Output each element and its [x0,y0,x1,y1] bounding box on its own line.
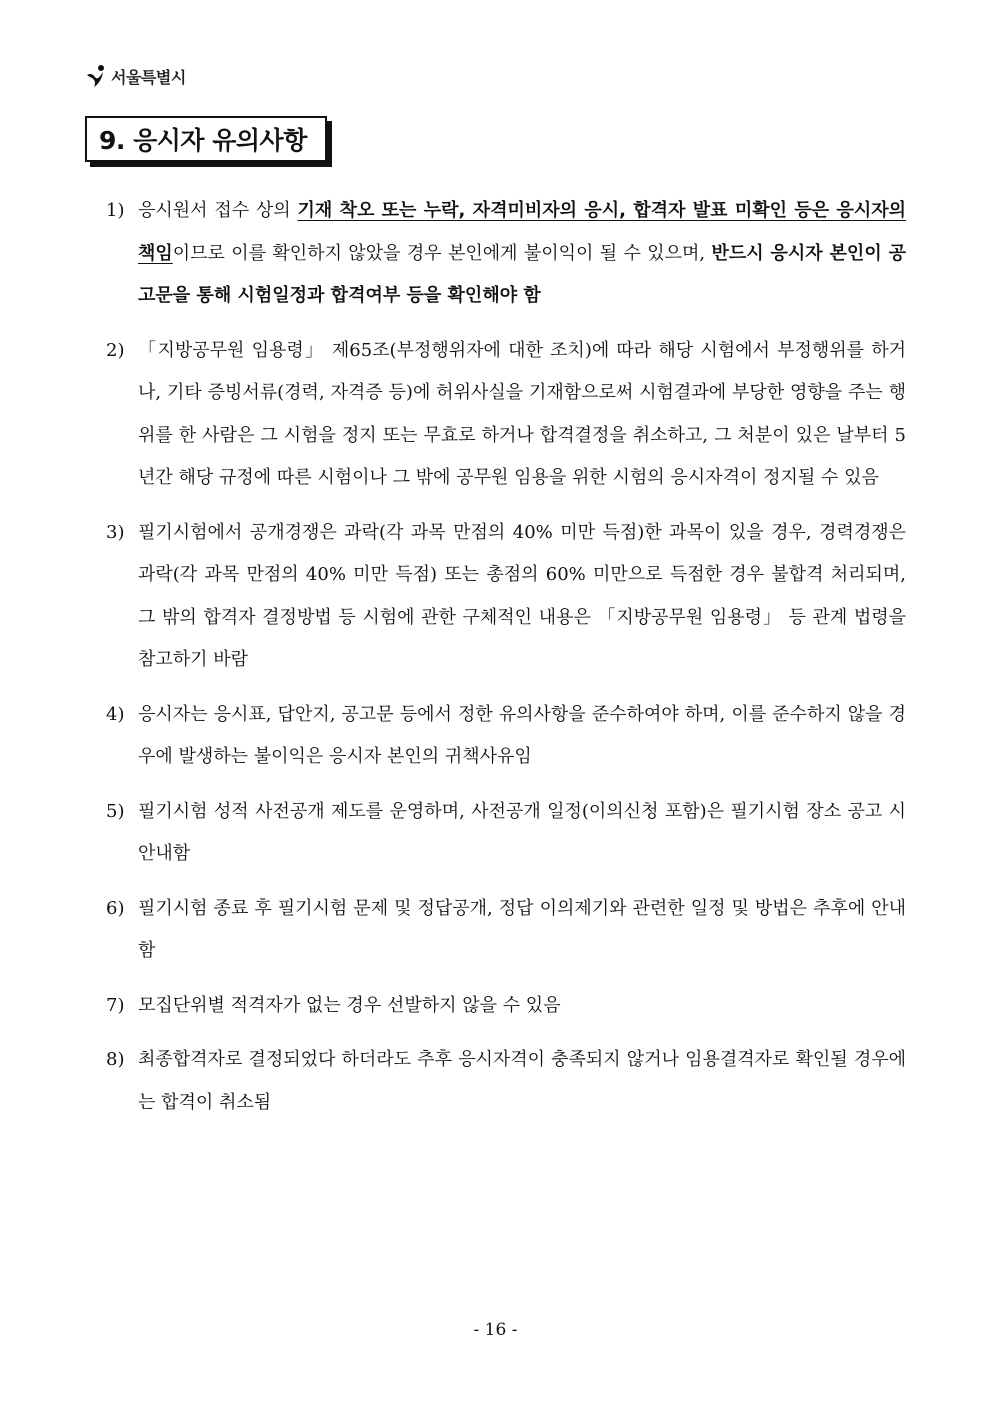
item-text: 응시자는 응시표, 답안지, 공고문 등에서 정한 유의사항을 준수하여야 하며, 이를 준수하지 않을 경우에 발생하는 불이익은 응시자 본인의 귀책사유임 [138,703,906,767]
item-text: 모집단위별 적격자가 없는 경우 선발하지 않을 수 있음 [138,994,561,1016]
item-number: 2) [106,339,125,361]
notice-item [106,791,906,876]
item-number: 6) [106,897,125,919]
notice-item [106,190,906,318]
item-text: 「지방공무원 임용령」 제65조(부정행위자에 대한 조치)에 따라 해당 시험에서 부정행위를 하거나, 기타 증빙서류(경력, 자격증 등)에 허위사실을 기재함으로써 시험결과에 부당한 영향을 주는 행위를 한 사람은 그 시험을 정지 또는 무효로 하거나 합격결정을 취소하고, 그 처분이 있은 날부터 5년간 해당 규정에 따른 시험이나 그 밖에 공무원 임용을 위한 시험의 응시자격이 정지될 수 있음 [138,339,906,488]
item-emphasis-underlined: 기재 착오 또는 누락, 자격미비자의 응시, 합격자 발표 미확인 등은 응시자의 책임 [138,200,906,264]
section-title: 9. 응시자 유의사항 [99,126,307,155]
notice-item [106,330,906,500]
notice-item [106,1039,906,1124]
logo-text: 서울특별시 [111,67,186,87]
item-number: 8) [106,1049,125,1070]
seoul-logo-icon [84,63,108,89]
page-number: - 16 - [473,1320,518,1340]
section-title-box [85,116,327,162]
notice-item [106,888,906,973]
header-logo [84,60,186,92]
item-text: 최종합격자로 결정되었다 하더라도 추후 응시자격이 충족되지 않거나 임용결격자로 확인될 경우에는 합격이 취소됨 [138,1049,906,1113]
item-number: 7) [106,994,125,1016]
item-number: 4) [106,703,125,725]
notice-item [106,985,906,1028]
notice-list [106,190,906,1136]
item-text: 응시원서 접수 상의 [138,200,298,221]
item-number: 3) [106,521,125,543]
item-emphasis: 반드시 응시자 본인이 공고문을 통해 시험일정과 합격여부 등을 확인해야 함 [138,242,906,306]
item-number: 5) [106,800,125,822]
item-text: 필기시험 성적 사전공개 제도를 운영하며, 사전공개 일정(이의신청 포함)은 필기시험 장소 공고 시 안내함 [138,800,906,864]
item-text: 필기시험에서 공개경쟁은 과락(각 과목 만점의 40% 미만 득점)한 과목이 있을 경우, 경력경쟁은 과락(각 과목 만점의 40% 미만 득점) 또는 총점의 60% 미만으로 득점한 경우 불합격 처리되며, 그 밖의 합격자 결정방법 등 시험에 관한 구체적인 내용은 「지방공무원 임용령」 등 관계 법령을 참고하기 바람 [138,521,906,670]
item-text: 이므로 이를 확인하지 않았을 경우 본인에게 불이익이 될 수 있으며, [172,242,712,264]
item-text: 필기시험 종료 후 필기시험 문제 및 정답공개, 정답 이의제기와 관련한 일정 및 방법은 추후에 안내함 [138,897,906,961]
notice-item [106,694,906,779]
notice-item [106,512,906,682]
item-number: 1) [106,200,125,221]
